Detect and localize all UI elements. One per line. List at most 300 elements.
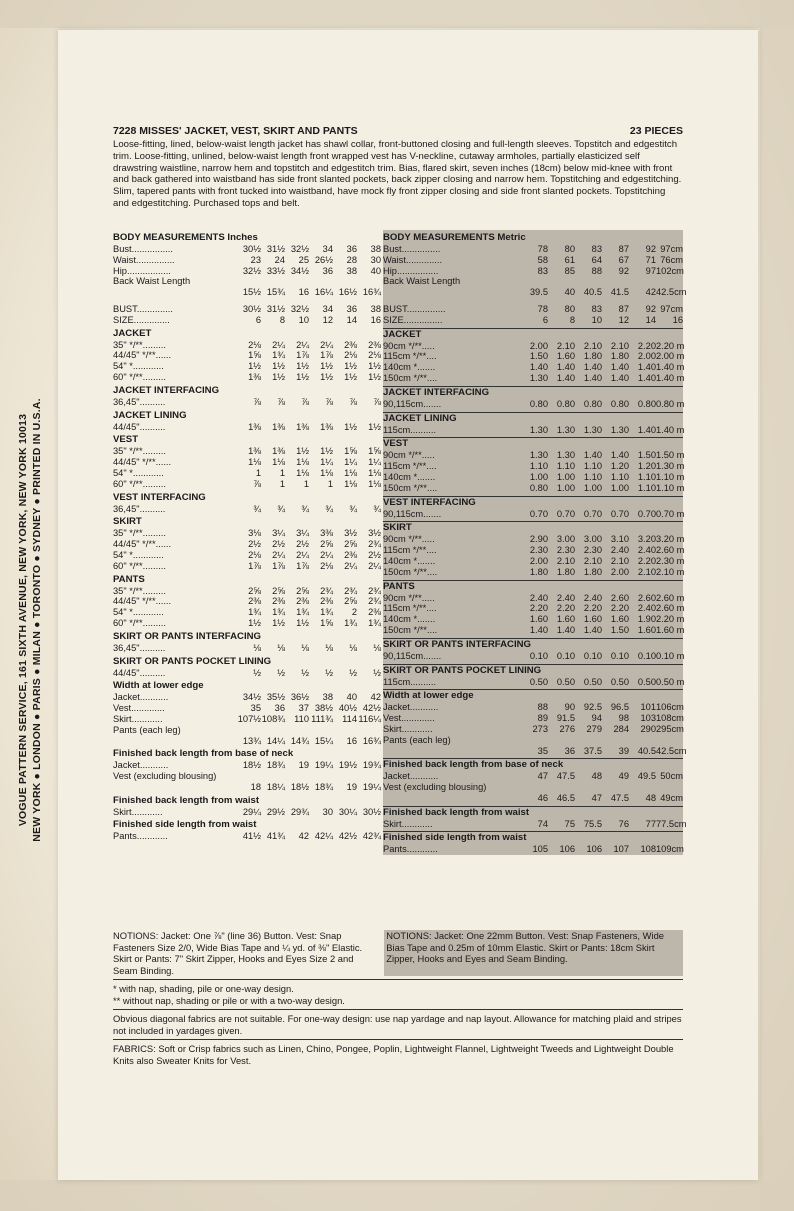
row-label: Bust............... — [383, 244, 441, 254]
table-cell: 1⅛ — [296, 467, 309, 478]
table-row — [113, 244, 381, 255]
table-cell: 1.40 m — [656, 424, 685, 435]
table-cell: 77.5cm — [656, 818, 687, 829]
table-cell: 284 — [613, 723, 629, 734]
table-cell: 1.40 — [529, 362, 548, 373]
table-cell: 2.00 — [610, 566, 629, 577]
row-values — [237, 782, 381, 793]
table-cell: 2.20 — [610, 603, 629, 614]
table-cell: 2¾ — [368, 539, 381, 550]
row-values — [521, 472, 683, 483]
table-cell: ½ — [253, 667, 261, 678]
row-label: Pants............ — [113, 831, 168, 842]
table-row — [113, 831, 381, 842]
table-cell: 31½ — [266, 244, 285, 254]
table-cell: 2.10 — [637, 566, 656, 577]
section-heading: VEST INTERFACING — [383, 496, 683, 509]
table-cell: 1⅜ — [248, 371, 261, 382]
table-cell: 38 — [346, 265, 357, 276]
table-cell: 88 — [537, 702, 548, 713]
table-cell: 19¼ — [362, 781, 381, 792]
table-cell: 1.30 — [556, 450, 575, 461]
divider — [113, 1009, 683, 1010]
envelope-flap-top — [0, 0, 794, 28]
table-row — [113, 771, 381, 782]
notions-metric: NOTIONS: Jacket: One 22mm Button. Vest: Snap Fasteners, Wide Bias Tape and 0.25m of 10mm Elastic. Skirt or Pants: 18cm Skirt Zipper, Hooks and Eyes and Seam Binding. — [384, 930, 683, 976]
table-cell: 1.40 — [583, 624, 602, 635]
table-cell: 30 — [370, 254, 381, 265]
table-cell: 2.40 — [583, 592, 602, 603]
table-cell: 3.00 — [556, 534, 575, 545]
table-cell: 1.40 — [637, 362, 656, 373]
table-cell: 40 — [346, 692, 357, 703]
section-heading: JACKET LINING — [383, 412, 683, 425]
table-cell: 295cm — [656, 723, 684, 734]
row-label: 150cm */**.... — [383, 482, 438, 493]
table-cell: 32½ — [290, 303, 309, 314]
table-cell: 3½ — [344, 528, 357, 539]
table-cell: 74 — [537, 818, 548, 829]
row-values — [521, 534, 683, 545]
row-values — [237, 736, 381, 747]
table-cell: 0.70 — [556, 508, 575, 519]
diagonal-fabric-note: Obvious diagonal fabrics are not suitable. For one-way design: use nap yardage and nap layout. Allowance for matching plaid and stripes not included in yardages given. — [113, 1013, 682, 1036]
table-cell: 0.10 — [556, 650, 575, 661]
section-heading: Finished side length from waist — [113, 819, 257, 831]
table-cell: 2.30 — [583, 545, 602, 556]
table-cell: 0.10 — [529, 650, 548, 661]
table-cell: 1.30 — [529, 424, 548, 435]
table-cell: 107 — [613, 844, 629, 855]
table-cell: 0.50 m — [656, 676, 685, 687]
table-cell: 290 — [640, 723, 656, 734]
row-values — [237, 372, 381, 383]
table-cell: 80 — [564, 244, 575, 254]
table-row — [113, 315, 381, 326]
table-row — [383, 593, 683, 604]
table-cell: 3¼ — [272, 528, 285, 539]
table-cell: 1½ — [320, 371, 333, 382]
row-label: Pants (each leg) — [113, 724, 181, 735]
table-cell: 1.50 m — [656, 450, 685, 461]
table-cell: 1 — [279, 478, 285, 489]
table-cell: 2¼ — [368, 560, 381, 571]
row-values — [237, 287, 381, 298]
table-row — [113, 643, 381, 654]
publisher-cities: NEW YORK ● LONDON ● PARIS ● MILAN ● TORONTO ● SYDNEY ● PRINTED IN U.S.A. — [31, 398, 43, 842]
table-cell: 42¼ — [314, 831, 333, 842]
table-row — [383, 351, 683, 362]
table-cell: 0.50 — [529, 676, 548, 687]
table-cell: 34½ — [242, 692, 261, 703]
table-cell: 1⅝ — [368, 446, 381, 457]
row-values — [237, 618, 381, 629]
row-values — [237, 550, 381, 561]
table-cell: 2⅜ — [248, 596, 261, 607]
table-row — [383, 341, 683, 352]
table-cell: 2.60 m — [656, 592, 685, 603]
row-values — [237, 468, 381, 479]
table-cell: 1⅛ — [272, 457, 285, 468]
table-cell: 105 — [532, 844, 548, 855]
table-cell: 1.40 — [556, 624, 575, 635]
table-cell: 0.50 — [637, 676, 656, 687]
table-cell: 1.00 — [529, 471, 548, 482]
row-label: Waist............... — [113, 254, 175, 265]
table-cell: 34 — [322, 244, 333, 254]
row-label: 90,115cm....... — [383, 650, 442, 661]
section-heading: Width at lower edge — [113, 680, 204, 692]
table-row — [383, 472, 683, 483]
table-cell: 1.30 — [583, 424, 602, 435]
table-cell: 2⅜ — [344, 339, 357, 350]
row-values — [237, 703, 381, 714]
table-row — [113, 479, 381, 490]
row-values — [521, 351, 683, 362]
table-cell: 36 — [274, 703, 285, 714]
table-cell: 1.10 — [583, 471, 602, 482]
table-cell: 90 — [564, 702, 575, 713]
row-values — [237, 607, 381, 618]
table-cell: 91.5 — [556, 713, 575, 724]
table-row — [113, 618, 381, 629]
row-label: 115cm.......... — [383, 676, 437, 687]
table-cell: 1¾ — [344, 617, 357, 628]
row-values — [237, 361, 381, 372]
row-values — [521, 818, 687, 830]
table-cell: 1⅝ — [320, 617, 333, 628]
row-values — [237, 350, 381, 361]
section-heading: JACKET — [383, 328, 683, 341]
row-label: Waist.............. — [383, 254, 443, 265]
row-values — [521, 399, 683, 410]
envelope-flap-right — [760, 0, 794, 1211]
table-cell: 1½ — [296, 617, 309, 628]
table-cell: 40 — [564, 287, 575, 298]
table-cell: 35½ — [266, 692, 285, 703]
table-row — [383, 461, 683, 472]
table-cell: 2.30 — [556, 545, 575, 556]
table-cell: 273 — [532, 723, 548, 734]
row-values — [521, 362, 683, 373]
table-cell: 1.80 — [610, 351, 629, 362]
table-cell: 1.10 — [556, 461, 575, 472]
table-cell: 16 — [346, 735, 357, 746]
table-row — [383, 483, 683, 494]
row-values — [237, 255, 381, 266]
table-cell: 1½ — [272, 371, 285, 382]
table-cell: 1 — [303, 478, 309, 489]
row-label: 36,45".......... — [113, 642, 166, 653]
table-row — [383, 844, 683, 855]
table-cell: ½ — [325, 667, 333, 678]
measurement-tables — [113, 230, 687, 880]
row-values — [521, 702, 683, 713]
table-cell: 2⅜ — [368, 339, 381, 350]
table-row — [383, 362, 683, 373]
table-row — [383, 534, 683, 545]
table-cell: 41¾ — [266, 831, 285, 842]
table-cell: 2.20 — [529, 603, 548, 614]
row-values — [237, 561, 381, 572]
table-cell: 2.20 — [637, 555, 656, 566]
table-row — [383, 735, 683, 746]
row-label: 44/45" */**...... — [113, 539, 172, 550]
table-row — [113, 287, 381, 298]
table-cell: 1½ — [368, 421, 381, 432]
table-cell: 2.40 — [610, 545, 629, 556]
row-values — [237, 668, 381, 679]
row-label: 140cm *....... — [383, 471, 436, 482]
table-cell: 41.5 — [610, 287, 629, 298]
table-cell: 2⅝ — [296, 585, 309, 596]
table-cell: 2.60 m — [656, 545, 685, 556]
table-cell: 19¼ — [314, 760, 333, 771]
table-cell: 1.40 m — [656, 362, 685, 373]
table-cell: 0.80 — [637, 398, 656, 409]
table-cell: 15½ — [242, 287, 261, 298]
table-cell: 14 — [346, 314, 357, 325]
table-cell: 32½ — [290, 244, 309, 254]
table-cell: 1½ — [248, 361, 261, 372]
table-cell: 34½ — [290, 265, 309, 276]
table-cell: 279 — [586, 723, 602, 734]
row-values — [521, 677, 683, 688]
table-cell: 2.60 — [610, 592, 629, 603]
table-cell: 32½ — [242, 265, 261, 276]
table-cell: 83 — [591, 244, 602, 254]
table-cell: 94 — [591, 713, 602, 724]
table-cell: 34 — [322, 303, 333, 314]
table-cell: 2½ — [368, 549, 381, 560]
table-cell: 1½ — [272, 361, 285, 372]
table-row — [383, 450, 683, 461]
table-cell: 30½ — [362, 806, 381, 817]
table-cell: 89 — [537, 713, 548, 724]
table-cell: 1.10 — [610, 471, 629, 482]
table-cell: 0.10 — [610, 650, 629, 661]
section-heading: SKIRT OR PANTS INTERFACING — [383, 638, 683, 651]
table-row — [383, 373, 683, 384]
table-cell: 1.40 — [637, 424, 656, 435]
row-label: 35" */**......... — [113, 528, 166, 539]
table-row — [113, 457, 381, 468]
table-cell: 83 — [537, 265, 548, 276]
row-values — [521, 461, 683, 472]
row-values — [237, 643, 381, 654]
table-cell: 2.10 — [583, 555, 602, 566]
row-label: 44/45" */**...... — [113, 457, 172, 468]
table-cell: 1.00 — [610, 482, 629, 493]
table-cell: 0.70 — [610, 508, 629, 519]
row-values — [521, 509, 683, 520]
table-cell: 1½ — [296, 446, 309, 457]
table-cell: 1⅛ — [368, 478, 381, 489]
table-cell: 26½ — [314, 254, 333, 265]
row-values — [237, 457, 381, 468]
table-cell: 2.00 — [529, 340, 548, 351]
table-cell: 1½ — [320, 361, 333, 372]
row-label: 90cm */**..... — [383, 450, 435, 461]
table-cell: 38 — [370, 244, 381, 254]
table-cell: 1⅜ — [248, 446, 261, 457]
metric-heading: BODY MEASUREMENTS Metric — [383, 232, 526, 243]
table-cell: 2⅛ — [248, 549, 261, 560]
row-label: Jacket........... — [113, 692, 169, 703]
table-cell: 1½ — [296, 361, 309, 372]
table-cell: 2.20 m — [656, 614, 685, 625]
row-label: SIZE............... — [383, 314, 443, 325]
row-values — [521, 724, 683, 735]
row-label: 115cm.......... — [383, 424, 437, 435]
table-cell: 3.00 — [583, 534, 602, 545]
table-cell: 1⅞ — [248, 560, 261, 571]
table-row — [383, 315, 683, 326]
table-cell: 108cm — [656, 713, 684, 724]
table-cell: 61 — [564, 254, 575, 265]
row-label: 115cm */**.... — [383, 351, 437, 362]
table-cell: 3.20 m — [656, 534, 685, 545]
table-cell: 2¼ — [272, 339, 285, 350]
table-cell: 2.20 — [637, 340, 656, 351]
table-cell: 1 — [255, 467, 261, 478]
section-heading: Width at lower edge — [383, 689, 683, 702]
table-cell: 19 — [298, 760, 309, 771]
row-label: Back Waist Length — [383, 276, 461, 287]
row-values — [521, 304, 683, 315]
table-cell: 42 — [298, 831, 309, 842]
table-cell: 0.70 — [583, 508, 602, 519]
table-cell: 1.80 — [583, 566, 602, 577]
table-cell: 2¾ — [344, 585, 357, 596]
table-cell: 114 — [342, 713, 357, 724]
table-cell: 1¼ — [320, 457, 333, 468]
table-cell: 75.5 — [583, 818, 602, 829]
table-cell: 49.5 — [637, 771, 656, 782]
table-row — [113, 714, 381, 725]
table-cell: 40½ — [338, 703, 357, 714]
table-cell: 1.50 — [610, 624, 629, 635]
table-cell: 58 — [537, 254, 548, 265]
row-label: 35" */**......... — [113, 339, 166, 350]
table-row — [113, 736, 381, 747]
row-values — [521, 255, 683, 266]
table-cell: 39.5 — [529, 287, 548, 298]
row-label: 90cm */**..... — [383, 534, 435, 545]
table-cell: ¾ — [373, 503, 381, 514]
table-cell: 107½ — [237, 713, 261, 724]
table-cell: 1¾ — [272, 607, 285, 618]
table-cell: 16¾ — [362, 287, 381, 298]
table-cell: 40 — [370, 265, 381, 276]
table-cell: 2.00 — [529, 555, 548, 566]
table-cell: 1.20 — [610, 461, 629, 472]
table-cell: 2⅝ — [320, 539, 333, 550]
row-label: 90,115cm....... — [383, 398, 442, 409]
table-row — [113, 350, 381, 361]
table-cell: 41½ — [242, 831, 261, 842]
table-row — [383, 425, 683, 436]
table-cell: 97cm — [660, 303, 683, 314]
table-cell: 1.10 m — [656, 482, 685, 493]
table-cell: ⅛ — [253, 642, 261, 653]
row-label: Skirt............ — [383, 818, 433, 829]
table-cell: 1½ — [320, 446, 333, 457]
table-cell: 2⅜ — [320, 596, 333, 607]
table-cell: 18¾ — [266, 760, 285, 771]
table-cell: 1¼ — [344, 457, 357, 468]
table-row — [383, 255, 683, 266]
table-cell: 30¼ — [338, 806, 357, 817]
table-cell: 38 — [370, 303, 381, 314]
table-cell: 37 — [298, 703, 309, 714]
row-label: 54" *............ — [113, 549, 164, 560]
row-values — [521, 373, 683, 384]
table-row — [383, 745, 687, 757]
table-cell: 1⅛ — [368, 467, 381, 478]
table-cell: 77 — [645, 818, 656, 829]
table-cell: 110 — [294, 713, 309, 724]
table-row — [113, 703, 381, 714]
table-row — [113, 266, 381, 277]
table-cell: 102cm — [656, 265, 684, 276]
table-cell: 49 — [618, 771, 629, 782]
table-cell: 13¾ — [242, 735, 261, 746]
notes-section — [113, 930, 683, 1066]
table-cell: 76 — [618, 818, 629, 829]
table-cell: 1⅝ — [344, 446, 357, 457]
table-cell: 1.80 — [529, 566, 548, 577]
table-cell: 2⅝ — [344, 539, 357, 550]
table-cell: 0.80 — [610, 398, 629, 409]
table-row — [113, 255, 381, 266]
table-row — [383, 287, 687, 298]
table-cell: 1.40 — [637, 372, 656, 383]
table-cell: 97 — [645, 265, 656, 276]
table-cell: 18½ — [290, 781, 309, 792]
table-cell: 1½ — [344, 371, 357, 382]
section-heading: Finished back length from base of neck — [113, 748, 294, 760]
table-cell: 42½ — [338, 831, 357, 842]
table-row — [113, 561, 381, 572]
table-row — [383, 509, 683, 520]
table-row — [113, 504, 381, 515]
row-label: Back Waist Length — [113, 276, 191, 287]
table-cell: 64 — [591, 254, 602, 265]
table-row — [383, 276, 683, 287]
table-row — [383, 625, 683, 636]
row-values — [521, 713, 683, 724]
table-cell: 2.20 — [556, 603, 575, 614]
table-cell: 42¾ — [362, 831, 381, 842]
table-cell: 2⅛ — [344, 350, 357, 361]
table-cell: 1.50 — [529, 351, 548, 362]
table-row — [113, 668, 381, 679]
section-heading: Finished back length from waist — [383, 806, 683, 819]
row-values — [237, 760, 381, 771]
row-values — [521, 483, 683, 494]
table-cell: 50cm — [660, 771, 683, 782]
section-heading: JACKET — [113, 327, 152, 339]
table-cell: 2⅛ — [248, 339, 261, 350]
row-label: 60" */**......... — [113, 560, 166, 571]
table-cell: 42 — [370, 692, 381, 703]
table-cell: 1.40 m — [656, 372, 685, 383]
table-cell: 1½ — [296, 371, 309, 382]
table-cell: ⅞ — [373, 396, 381, 407]
table-cell: 6 — [255, 314, 261, 325]
table-cell: 16¼ — [314, 287, 333, 298]
